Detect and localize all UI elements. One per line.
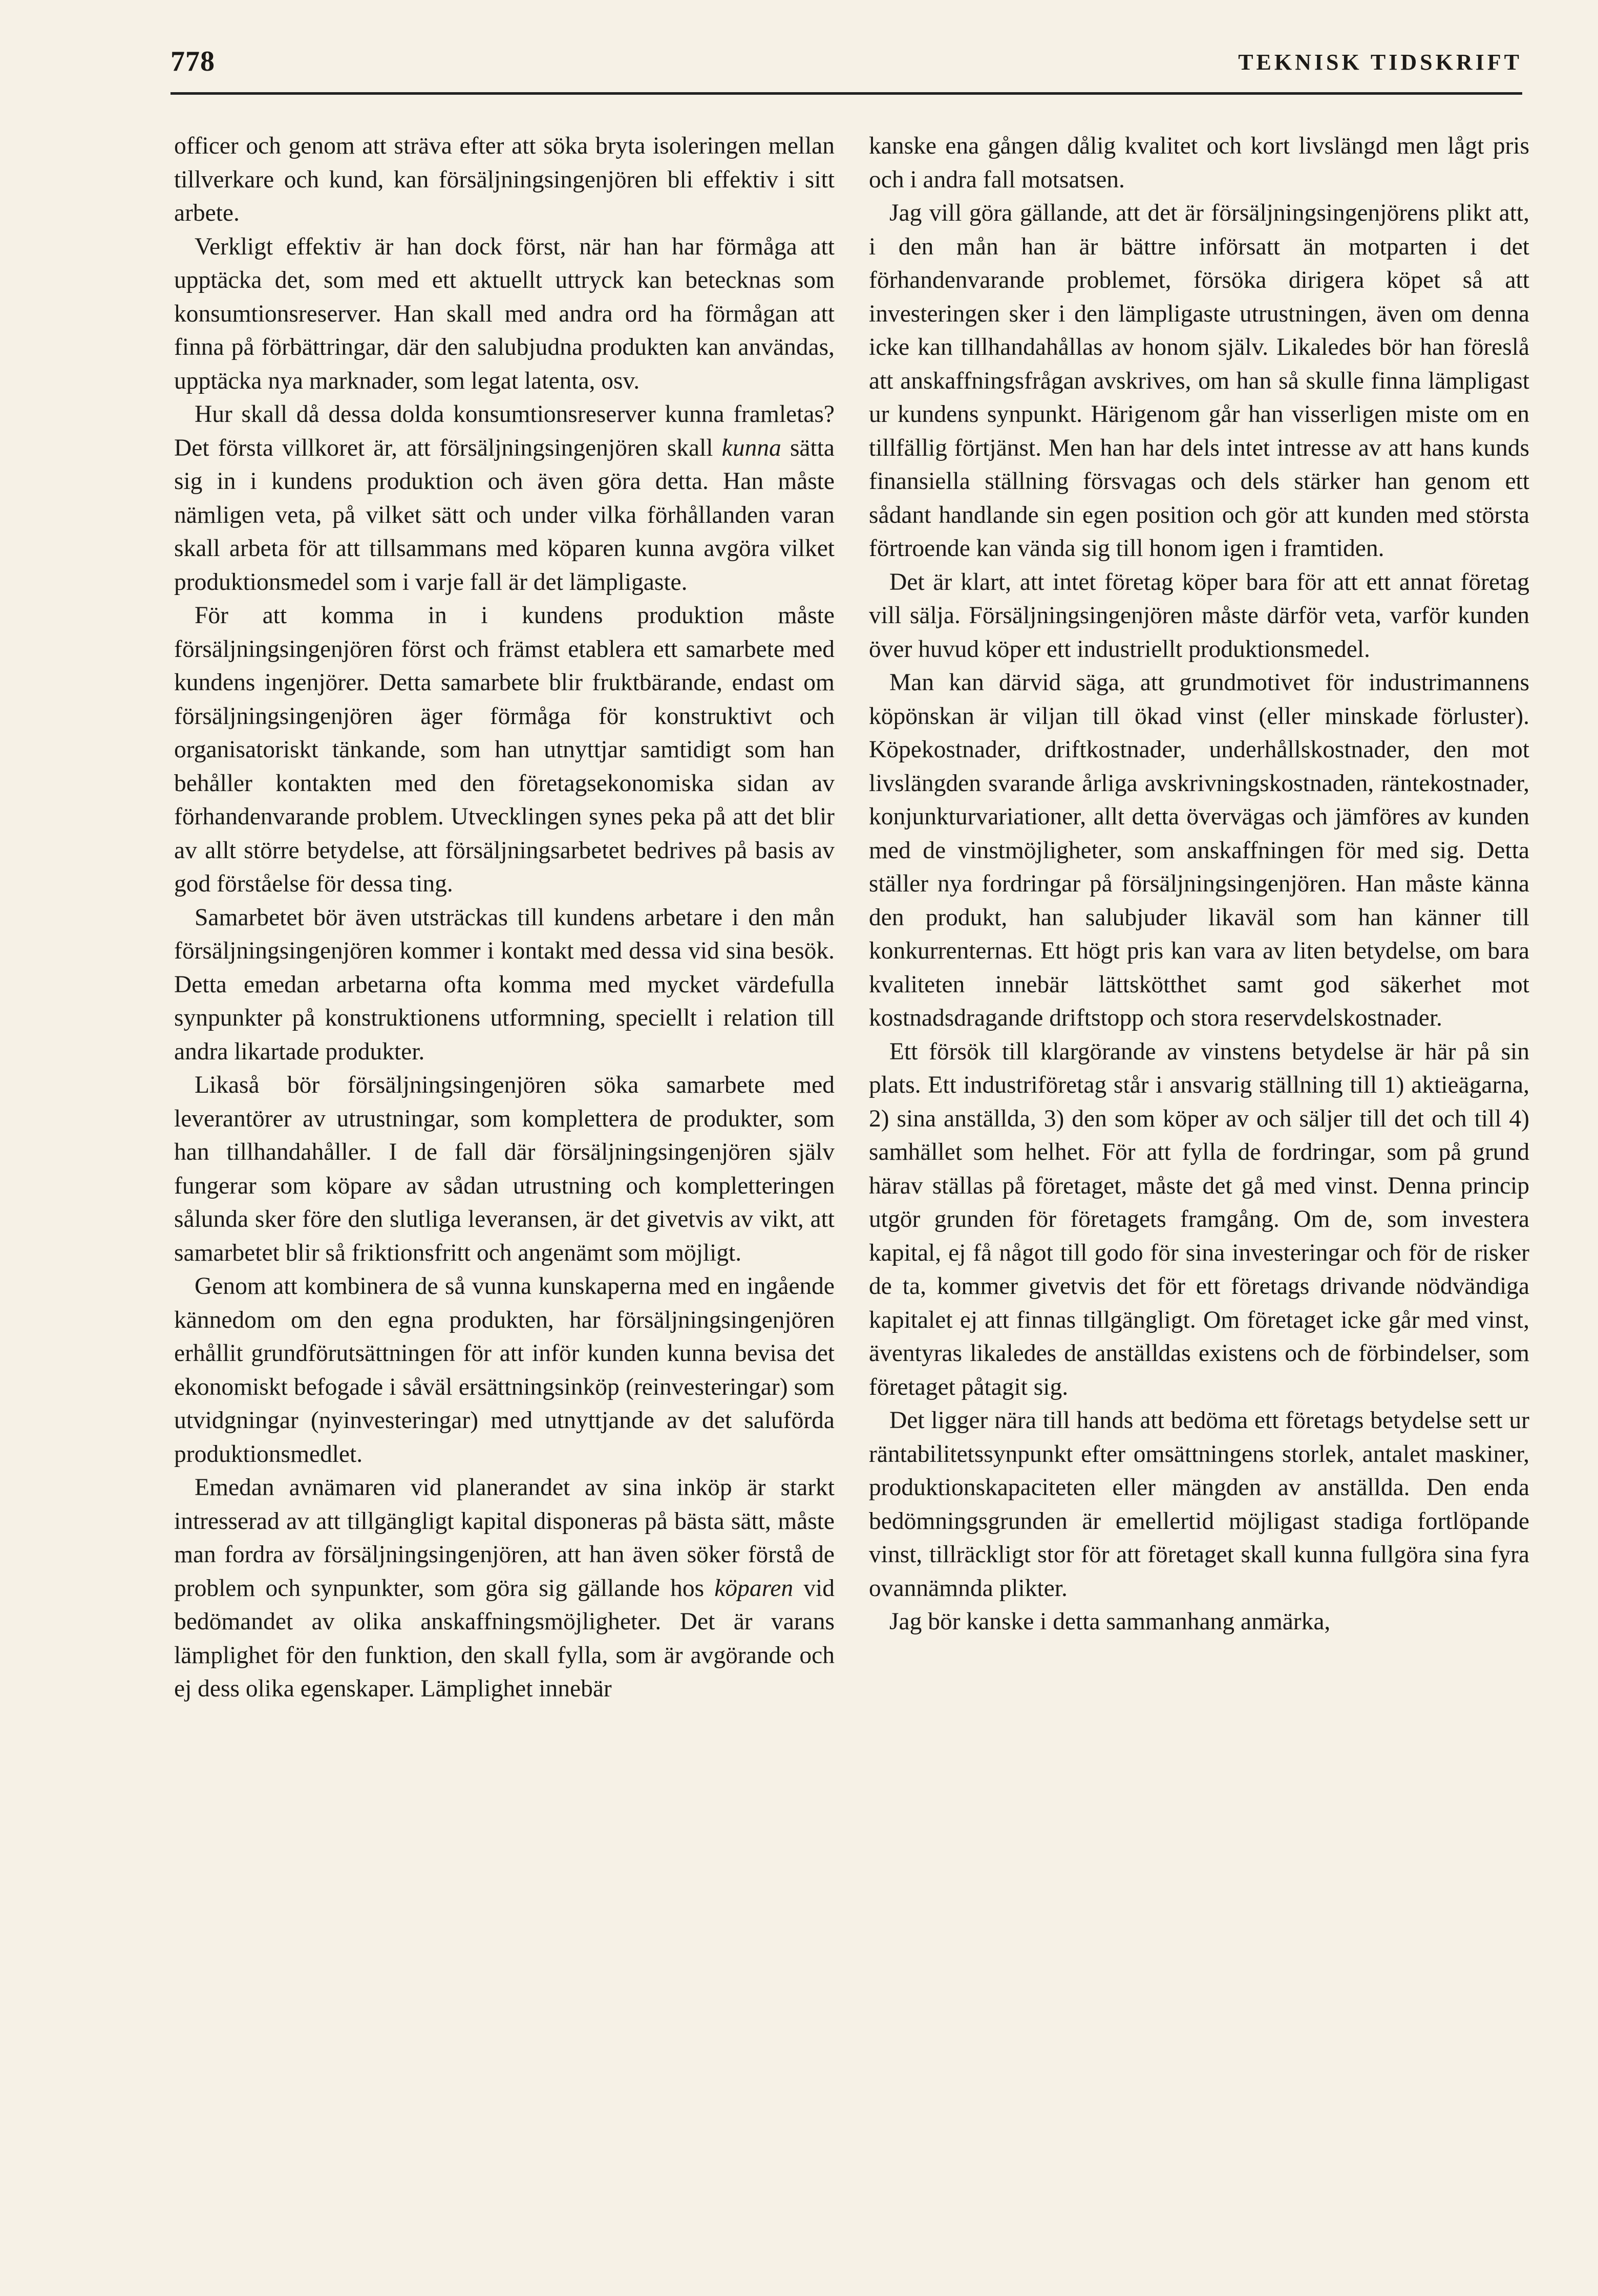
article-paragraph: officer och genom att sträva efter att söka bryta isoleringen mellan tillverkare och kund, kan försäljningsingenjören bli effektiv i sitt arbete.: [174, 133, 835, 226]
left-column: [174, 130, 835, 1706]
article-paragraph: Verkligt effektiv är han dock först, när han har förmåga att upptäcka det, som med ett aktuellt uttryck kan betecknas som konsumtionsreserver. Han skall med andra ord ha förmågan att finna på förbättringar, där den salubjudna produkten kan användas, upptäcka nya marknader, som legat latenta, osv.: [174, 233, 835, 394]
header-rule: [171, 92, 1522, 95]
paragraph-text: vid bedömandet av olika anskaffningsmöjligheter. Det är varans lämplighet för den funktion, den skall fylla, som är avgörande och ej dess olika egenskaper. Lämplighet innebär: [174, 1575, 835, 1702]
article-paragraph: Jag bör kanske i detta sammanhang anmärka,: [889, 1608, 1331, 1635]
paragraph-text: Hur skall då dessa dolda konsumtionsreserver kunna framletas? Det första villkoret är, att försäljningsingenjören skall: [174, 401, 835, 461]
journal-title: TEKNISK TIDSKRIFT: [1238, 50, 1522, 75]
paragraph-text: Emedan avnämaren vid planerandet av sina inköp är starkt intresserad av att tillgängligt kapital disponeras på bästa sätt, måste man fordra av försäljningsingenjören, att han även söker förstå de problem och synpunkter, som göra sig gällande hos: [174, 1474, 835, 1602]
article-paragraph: Likaså bör försäljningsingenjören söka samarbete med leverantörer av utrustningar, som komplettera de produkter, som han tillhandahåller. I de fall där försäljningsingenjören själv fungerar som köpare av sådan utrustning och kompletteringen sålunda sker före den slutliga leveransen, är det givetvis av vikt, att samarbetet blir så friktionsfritt och angenämt som möjligt.: [174, 1072, 835, 1266]
article-paragraph: Det är klart, att intet företag köper bara för att ett annat företag vill sälja. Försäljningsingenjören måste därför veta, varför kunden över huvud köper ett industriellt produktionsmedel.: [869, 568, 1529, 663]
page-number: 778: [171, 46, 215, 77]
article-paragraph: kanske ena gången dålig kvalitet och kort livslängd men lågt pris och i andra fall motsatsen.: [869, 133, 1529, 193]
article-paragraph: Samarbetet bör även utsträckas till kundens arbetare i den mån försäljningsingenjören kommer i kontakt med dessa vid sina besök. Detta emedan arbetarna ofta komma med mycket värdefulla synpunkter på konstruktionens utformning, speciellt i relation till andra likartade produkter.: [174, 904, 835, 1065]
article-paragraph: Genom att kombinera de så vunna kunskaperna med en ingående kännedom om den egna produkten, har försäljningsingenjören erhållit grundförutsättningen för att inför kunden kunna bevisa det ekonomiskt befogade i såväl ersättningsinköp (reinvesteringar) som utvidgningar (nyinvesteringar) med utnyttjande av det saluförda produktionsmedlet.: [174, 1273, 835, 1468]
article-paragraph: [174, 1471, 835, 1706]
article-paragraph: Jag vill göra gällande, att det är försäljningsingenjörens plikt att, i den mån han är bättre införsatt än motparten i det förhandenvarande problemet, försöka dirigera köpet så att investeringen sker i den lämpligaste utrustningen, även om denna icke kan tillhandahållas av honom själv. Likaledes bör han föreslå att anskaffningsfrågan avskrives, om han så skulle finna lämpligast ur kundens synpunkt. Härigenom går han visserligen miste om en tillfällig förtjänst. Men han har dels intet intresse av att hans kunds finansiella ställning försvagas och dels stärker han genom ett sådant handlande sin egen position och gör att kunden med största förtroende kan vända sig till honom igen i framtiden.: [869, 200, 1529, 562]
article-paragraph: Det ligger nära till hands att bedöma ett företags betydelse sett ur räntabilitetssynpunkt efter omsättningens storlek, antalet maskiner, produktionskapaciteten eller mängden av anställda. Den enda bedömningsgrunden är emellertid möjligast stadiga fortlöpande vinst, tillräckligt stor för att företaget skall kunna fullgöra sina fyra ovannämnda plikter.: [869, 1407, 1529, 1602]
page-header: [171, 45, 1522, 86]
article-paragraph: [174, 398, 835, 599]
article-paragraph: För att komma in i kundens produktion måste försäljningsingenjören först och främst etablera ett samarbete med kundens ingenjörer. Detta samarbete blir fruktbärande, endast om försäljningsingenjören äger förmåga för konstruktivt och organisatoriskt tänkande, som han utnyttjar samtidigt som han behåller kontakten med den företagsekonomiska sidan av förhandenvarande problem. Utvecklingen synes peka på att det blir av allt större betydelse, att försäljningsarbetet bedrives på basis av god förståelse för dessa ting.: [174, 602, 835, 897]
emphasized-word: kunna: [721, 434, 781, 461]
article-paragraph: Man kan därvid säga, att grundmotivet för industrimannens köpönskan är viljan till ökad vinst (eller minskade förluster). Köpekostnader, driftkostnader, underhållskostnader, den mot livslängden svarande årliga avskrivningskostnaden, räntekostnader, konjunkturvariationer, allt detta övervägas och jämföres av kunden med de vinstmöjligheter, som anskaffningen för med sig. Detta ställer nya fordringar på försäljningsingenjören. Han måste känna den produkt, han salubjuder likaväl som han känner till konkurrenternas. Ett högt pris kan vara av liten betydelse, om bara kvaliteten innebär lättskötthet samt god säkerhet mot kostnadsdragande driftstopp och stora reservdelskostnader.: [869, 669, 1529, 1031]
paragraph-text: sätta sig in i kundens produktion och även göra detta. Han måste nämligen veta, på vilket sätt och under vilka förhållanden varan skall arbeta för att tillsammans med köparen kunna avgöra vilket produktionsmedel som i varje fall är det lämpligaste.: [174, 434, 835, 596]
right-column: [869, 130, 1529, 1639]
emphasized-word: köparen: [714, 1575, 794, 1602]
article-paragraph: Ett försök till klargörande av vinstens betydelse är här på sin plats. Ett industriföretag står i ansvarig ställning till 1) aktieägarna, 2) sina anställda, 3) den som köper av och säljer till det och till 4) samhället som helhet. För att fylla de fordringar, som på grund härav ställas på företaget, måste det gå med vinst. Denna princip utgör grunden för företagets framgång. Om de, som investera kapital, ej få något till godo för sina investeringar och för de risker de ta, kommer givetvis det för ett företags drivande nödvändiga kapitalet ej att finnas tillgängligt. Om företaget icke går med vinst, äventyras likaledes de anställdas existens och de förbindelser, som företaget påtagit sig.: [869, 1038, 1529, 1400]
